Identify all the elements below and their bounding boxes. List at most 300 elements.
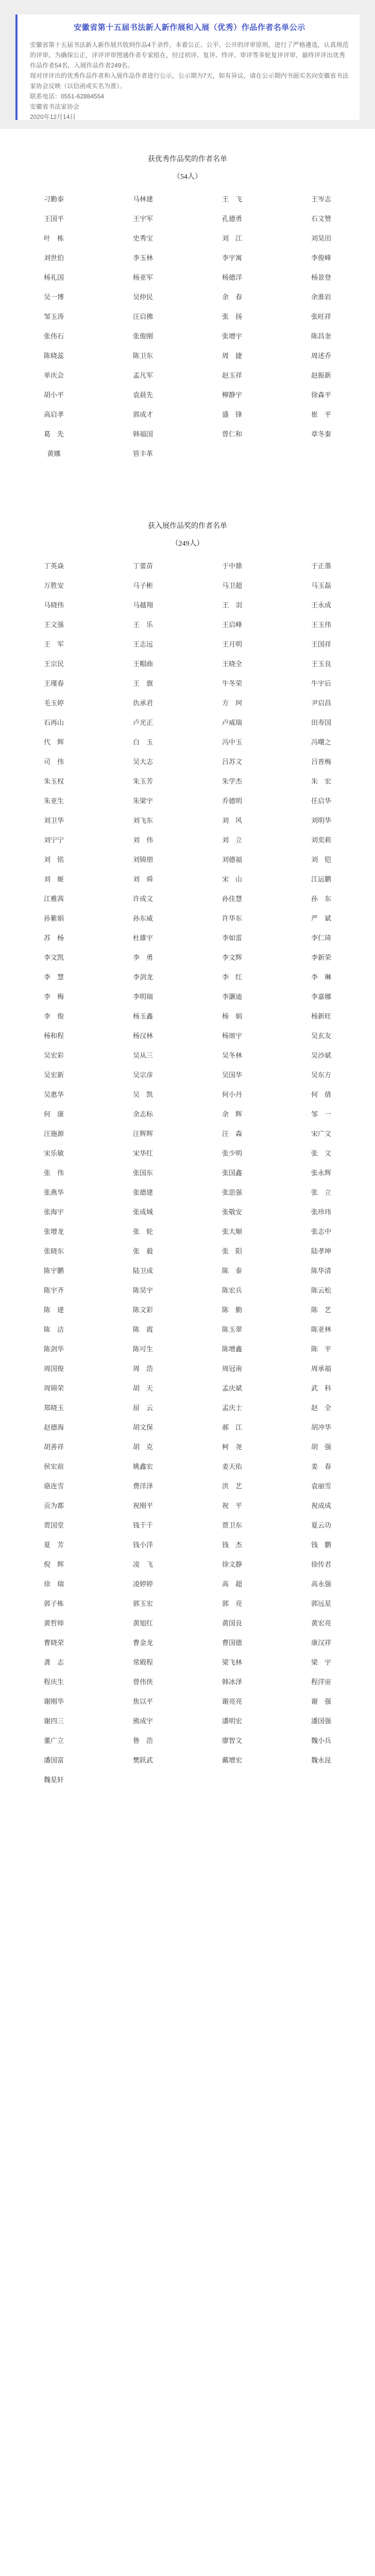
author-name: 钱小洋 xyxy=(132,1540,153,1549)
name-row xyxy=(9,365,366,384)
author-name: 王启峰 xyxy=(221,620,242,629)
author-name: 张俊刚 xyxy=(132,332,153,340)
author-name: 王宇军 xyxy=(132,214,153,223)
author-name: 屈 云 xyxy=(132,1403,153,1412)
author-name: 曹晓荣 xyxy=(43,1638,64,1647)
author-name: 刘卫华 xyxy=(43,816,64,824)
author-name: 姜天佑 xyxy=(221,1462,242,1470)
author-name: 胡 天 xyxy=(132,1384,153,1392)
name-row xyxy=(9,1730,366,1750)
notice-card xyxy=(15,14,360,120)
author-name: 张国鑫 xyxy=(221,1168,242,1177)
name-row xyxy=(9,1632,366,1652)
author-name: 吴玄友 xyxy=(311,1031,331,1040)
name-row xyxy=(9,1338,366,1358)
author-name: 马晓伟 xyxy=(43,601,64,609)
author-name: 刘 伟 xyxy=(132,836,153,844)
author-name: 王月明 xyxy=(221,640,242,648)
author-name: 余 辉 xyxy=(221,1110,242,1118)
author-name: 王瑾春 xyxy=(43,679,64,687)
author-name: 丁蕾苗 xyxy=(132,562,153,570)
name-row xyxy=(9,595,366,614)
name-row xyxy=(9,634,366,653)
author-name: 张 文 xyxy=(311,1149,331,1157)
name-row xyxy=(9,692,366,712)
name-row xyxy=(9,1241,366,1260)
author-name: 王帽曲 xyxy=(132,659,153,668)
name-row xyxy=(9,247,366,267)
notice-title: 安徽省第十五届书法新人新作展和入展（优秀）作品作者名单公示 xyxy=(74,23,305,32)
accepted-heading: 获入展作品奖的作者名单 xyxy=(148,522,227,530)
author-name: 袁晨先 xyxy=(132,391,153,399)
author-name: 王国祥 xyxy=(311,640,331,648)
author-name: 陈亚林 xyxy=(311,1325,331,1333)
author-name: 宋广文 xyxy=(311,1129,331,1138)
author-name: 李明瑞 xyxy=(132,992,153,1001)
name-row xyxy=(9,986,366,1006)
author-name: 曹国德 xyxy=(221,1638,242,1647)
author-name: 李 俊 xyxy=(43,1012,64,1020)
name-row xyxy=(9,1397,366,1417)
author-name: 方 珂 xyxy=(221,699,242,707)
author-name: 赵玉祥 xyxy=(221,371,242,379)
name-row xyxy=(9,614,366,634)
author-name: 张国东 xyxy=(132,1168,153,1177)
name-row xyxy=(9,1573,366,1593)
author-name: 陈宇鹏 xyxy=(43,1266,64,1275)
accepted-name-grid xyxy=(9,555,366,1789)
author-name: 钱千千 xyxy=(132,1521,153,1529)
name-row xyxy=(9,849,366,869)
author-name: 李 梅 xyxy=(43,992,64,1001)
author-name: 任启华 xyxy=(311,796,331,805)
author-name: 李嘉娜 xyxy=(311,992,331,1001)
author-name: 徐森平 xyxy=(311,391,331,399)
author-name: 朱亚生 xyxy=(43,796,64,805)
author-name: 卢威瑞 xyxy=(221,718,242,726)
name-row xyxy=(9,1064,366,1084)
author-name: 丁英焱 xyxy=(43,562,64,570)
author-name: 周国俊 xyxy=(43,1364,64,1372)
author-name: 魏星轩 xyxy=(43,1775,64,1784)
author-name: 江雅茜 xyxy=(43,894,64,903)
author-name: 袁丽雪 xyxy=(311,1482,331,1490)
author-name: 梁 宇 xyxy=(311,1658,331,1666)
author-name: 宋 山 xyxy=(221,875,242,883)
author-name: 朱 宏 xyxy=(311,777,331,785)
name-row xyxy=(9,1104,366,1123)
name-row xyxy=(9,306,366,326)
author-name: 李俊峰 xyxy=(311,253,331,262)
author-name: 韩冰泽 xyxy=(221,1677,242,1686)
author-name: 李 慧 xyxy=(43,973,64,981)
author-name: 张增宇 xyxy=(221,332,242,340)
author-name: 胡文保 xyxy=(132,1423,153,1431)
author-name: 刘宁宁 xyxy=(43,836,64,844)
author-name: 李剑龙 xyxy=(132,973,153,981)
author-name: 孟凡军 xyxy=(132,371,153,379)
author-name: 刘 立 xyxy=(221,836,242,844)
author-name: 高启孝 xyxy=(43,410,64,418)
author-name: 钱 鹏 xyxy=(311,1540,331,1549)
author-name: 郝 江 xyxy=(221,1423,242,1431)
author-name: 胡善祥 xyxy=(43,1443,64,1451)
author-name: 程庆生 xyxy=(43,1677,64,1686)
author-name: 杨颂宇 xyxy=(221,1031,242,1040)
author-name: 姚鑫宏 xyxy=(132,1462,153,1470)
author-name: 张少明 xyxy=(221,1149,242,1157)
author-name: 石再山 xyxy=(43,718,64,726)
author-name: 李新荣 xyxy=(311,953,331,961)
author-name: 郭远星 xyxy=(311,1599,331,1607)
name-row xyxy=(9,1417,366,1436)
name-row xyxy=(9,286,366,306)
author-name: 陈 勤 xyxy=(221,1306,242,1314)
author-name: 曾伟侠 xyxy=(132,1677,153,1686)
author-name: 康汉祥 xyxy=(311,1638,331,1647)
author-name: 黄哲师 xyxy=(43,1619,64,1627)
name-row xyxy=(9,555,366,575)
author-name: 王 军 xyxy=(43,640,64,648)
author-name: 倪 辉 xyxy=(43,1560,64,1568)
author-name: 乔德明 xyxy=(221,796,242,805)
name-row xyxy=(9,443,366,463)
author-name: 黄娜 xyxy=(47,449,61,457)
author-name: 凌 飞 xyxy=(132,1560,153,1568)
author-name: 仇承君 xyxy=(132,699,153,707)
name-row xyxy=(9,712,366,732)
author-name: 鲁 浩 xyxy=(132,1736,153,1744)
author-name: 焦以平 xyxy=(132,1697,153,1705)
name-row xyxy=(9,404,366,423)
name-row xyxy=(9,1045,366,1064)
author-name: 何 倩 xyxy=(311,1090,331,1098)
name-row xyxy=(9,1221,366,1241)
author-name: 王玉良 xyxy=(311,659,331,668)
author-name: 廖智文 xyxy=(221,1736,242,1744)
author-name: 冯曙之 xyxy=(311,738,331,746)
author-name: 尹启昌 xyxy=(311,699,331,707)
author-name: 陈 建 xyxy=(43,1306,64,1314)
name-row xyxy=(9,1123,366,1143)
author-name: 吕晋梅 xyxy=(311,757,331,766)
name-row xyxy=(9,1162,366,1182)
author-name: 叶 栋 xyxy=(43,234,64,242)
author-name: 陈 艺 xyxy=(311,1306,331,1314)
name-row xyxy=(9,1358,366,1378)
author-name: 王宗民 xyxy=(43,659,64,668)
name-row xyxy=(9,1554,366,1573)
author-name: 郑晓玉 xyxy=(43,1403,64,1412)
author-name: 许华东 xyxy=(221,914,242,922)
author-name: 陆卫成 xyxy=(132,1266,153,1275)
author-name: 孙紫娟 xyxy=(43,914,64,922)
name-row xyxy=(9,810,366,829)
author-name: 吕苏文 xyxy=(221,757,242,766)
author-name: 吴宗彦 xyxy=(132,1071,153,1079)
author-name: 柯 尧 xyxy=(221,1443,242,1451)
author-name: 张 伟 xyxy=(43,1168,64,1177)
name-row xyxy=(9,1750,366,1769)
name-row xyxy=(9,326,366,345)
author-name: 陈宇齐 xyxy=(43,1286,64,1294)
notice-body xyxy=(30,40,349,122)
author-name: 吴仲民 xyxy=(132,293,153,301)
author-name: 吴大志 xyxy=(132,757,153,766)
author-name: 吴宏新 xyxy=(43,1071,64,1079)
author-name: 刘德福 xyxy=(221,855,242,863)
author-name: 周冠南 xyxy=(221,1364,242,1372)
author-name: 刁勤泰 xyxy=(43,195,64,203)
author-name: 邹玉涛 xyxy=(43,312,64,320)
author-name: 白 玉 xyxy=(132,738,153,746)
author-name: 潘国富 xyxy=(43,1756,64,1764)
author-name: 王玉伟 xyxy=(311,620,331,629)
author-name: 吴冬林 xyxy=(221,1051,242,1059)
excellent-name-grid xyxy=(9,189,366,463)
author-name: 吴东方 xyxy=(311,1071,331,1079)
author-name: 杨汉林 xyxy=(132,1031,153,1040)
name-row xyxy=(9,1201,366,1221)
name-row xyxy=(9,228,366,247)
author-name: 谢四三 xyxy=(43,1717,64,1725)
name-row xyxy=(9,1769,366,1789)
author-name: 吴沙斌 xyxy=(311,1051,331,1059)
name-row xyxy=(9,345,366,365)
author-name: 陈 霞 xyxy=(132,1325,153,1333)
author-name: 苏 杨 xyxy=(43,934,64,942)
author-name: 祝成成 xyxy=(311,1501,331,1510)
name-row xyxy=(9,575,366,595)
author-name: 曾仁和 xyxy=(221,430,242,438)
author-name: 代 辉 xyxy=(43,738,64,746)
name-row xyxy=(9,1652,366,1671)
author-name: 陈宏兵 xyxy=(221,1286,242,1294)
name-row xyxy=(9,1710,366,1730)
author-name: 龚 志 xyxy=(43,1658,64,1666)
author-name: 马卫超 xyxy=(221,581,242,589)
notice-paragraph: 安徽省书法家协会 xyxy=(30,103,80,110)
name-row xyxy=(9,1671,366,1691)
author-name: 司 伟 xyxy=(43,757,64,766)
author-name: 江运鹏 xyxy=(311,875,331,883)
author-name: 程洋宙 xyxy=(311,1677,331,1686)
author-name: 张 轮 xyxy=(132,1227,153,1235)
author-name: 刘 姬 xyxy=(43,875,64,883)
author-name: 朱梁宇 xyxy=(132,796,153,805)
author-name: 刘世伯 xyxy=(43,253,64,262)
author-name: 熊成宇 xyxy=(132,1717,153,1725)
author-name: 于正墨 xyxy=(311,562,331,570)
author-name: 杜雄宇 xyxy=(132,934,153,942)
author-name: 单庆会 xyxy=(43,371,64,379)
author-name: 陈剑华 xyxy=(43,1345,64,1353)
author-name: 孔德勇 xyxy=(221,214,242,223)
name-row xyxy=(9,927,366,947)
author-name: 陈可生 xyxy=(132,1345,153,1353)
author-name: 孟庆士 xyxy=(221,1403,242,1412)
name-row xyxy=(9,771,366,790)
author-name: 陈云松 xyxy=(311,1286,331,1294)
name-row xyxy=(9,1319,366,1338)
author-name: 刘昊田 xyxy=(311,234,331,242)
name-row xyxy=(9,1025,366,1045)
author-name: 潘国强 xyxy=(311,1717,331,1725)
author-name: 张成城 xyxy=(132,1208,153,1216)
author-name: 严 斌 xyxy=(311,914,331,922)
author-name: 石文赞 xyxy=(311,214,331,223)
accepted-heading-block xyxy=(0,520,375,548)
author-name: 刘锦朋 xyxy=(132,855,153,863)
author-name: 梁飞林 xyxy=(221,1658,242,1666)
name-row xyxy=(9,1299,366,1319)
author-name: 杨亚军 xyxy=(132,273,153,281)
author-name: 盛 锋 xyxy=(221,410,242,418)
author-name: 马越翔 xyxy=(132,601,153,609)
author-name: 周承福 xyxy=(311,1364,331,1372)
name-row xyxy=(9,1495,366,1515)
author-name: 余志标 xyxy=(132,1110,153,1118)
name-row xyxy=(9,947,366,967)
author-name: 胡冲华 xyxy=(311,1423,331,1431)
author-name: 陈 泰 xyxy=(221,1266,242,1275)
author-name: 赵振新 xyxy=(311,371,331,379)
author-name: 管丰革 xyxy=(132,449,153,457)
name-row xyxy=(9,673,366,692)
author-name: 谢 强 xyxy=(311,1697,331,1705)
author-name: 李 红 xyxy=(221,973,242,981)
author-name: 张 阳 xyxy=(221,1247,242,1255)
name-row xyxy=(9,1378,366,1397)
author-name: 刘明华 xyxy=(311,816,331,824)
author-name: 王志远 xyxy=(132,640,153,648)
author-name: 李 勇 xyxy=(132,953,153,961)
author-name: 张志中 xyxy=(311,1227,331,1235)
author-name: 周 浩 xyxy=(132,1364,153,1372)
author-name: 李如雷 xyxy=(221,934,242,942)
author-name: 万胜安 xyxy=(43,581,64,589)
author-name: 孟庆斌 xyxy=(221,1384,242,1392)
author-name: 吴一博 xyxy=(43,293,64,301)
author-name: 李仁琦 xyxy=(311,934,331,942)
author-name: 贾卫东 xyxy=(221,1521,242,1529)
name-row xyxy=(9,888,366,908)
name-row xyxy=(9,208,366,228)
author-name: 刘 风 xyxy=(221,816,242,824)
name-row xyxy=(9,732,366,751)
author-name: 朱玉芳 xyxy=(132,777,153,785)
author-name: 王岑志 xyxy=(311,195,331,203)
author-name: 魏小兵 xyxy=(311,1736,331,1744)
author-name: 贡为都 xyxy=(43,1501,64,1510)
author-name: 樊跃武 xyxy=(132,1756,153,1764)
author-name: 于中鼎 xyxy=(221,562,242,570)
name-row xyxy=(9,1593,366,1613)
author-name: 柳静宇 xyxy=(221,391,242,399)
author-name: 陈 平 xyxy=(311,1345,331,1353)
name-row xyxy=(9,869,366,888)
author-name: 牛宇后 xyxy=(311,679,331,687)
author-name: 田寿国 xyxy=(311,718,331,726)
author-name: 何小丹 xyxy=(221,1090,242,1098)
author-name: 魏永昆 xyxy=(311,1756,331,1764)
name-row xyxy=(9,1515,366,1534)
author-name: 陈文彩 xyxy=(132,1306,153,1314)
name-row xyxy=(9,1280,366,1299)
author-name: 刘飞东 xyxy=(132,816,153,824)
author-name: 武 科 xyxy=(311,1384,331,1392)
author-name: 卢光正 xyxy=(132,718,153,726)
author-name: 李玉林 xyxy=(132,253,153,262)
author-name: 陈 洁 xyxy=(43,1325,64,1333)
name-row xyxy=(9,1691,366,1710)
author-name: 夏云功 xyxy=(311,1521,331,1529)
author-name: 毛玉婷 xyxy=(43,699,64,707)
excellent-count: （54人） xyxy=(173,173,202,181)
author-name: 黄国良 xyxy=(221,1619,242,1627)
author-name: 王晓全 xyxy=(221,659,242,668)
author-name: 杨和程 xyxy=(43,1031,64,1040)
author-name: 张晓东 xyxy=(43,1247,64,1255)
author-name: 张增龙 xyxy=(43,1227,64,1235)
author-name: 杨新旺 xyxy=(311,1012,331,1020)
author-name: 曹金龙 xyxy=(132,1638,153,1647)
author-name: 费洋泽 xyxy=(132,1482,153,1490)
name-row xyxy=(9,1182,366,1201)
author-name: 李宇寓 xyxy=(221,253,242,262)
author-name: 马玉磊 xyxy=(311,581,331,589)
author-name: 杨 娟 xyxy=(221,1012,242,1020)
author-name: 邹 一 xyxy=(311,1110,331,1118)
author-name: 常殿程 xyxy=(132,1658,153,1666)
author-name: 王 飞 xyxy=(221,195,242,203)
author-name: 史秀宝 xyxy=(132,234,153,242)
author-name: 汪启佛 xyxy=(132,312,153,320)
author-name: 凌婷婷 xyxy=(132,1580,153,1588)
author-name: 何 康 xyxy=(43,1110,64,1118)
author-name: 宋乐敏 xyxy=(43,1149,64,1157)
author-name: 王国平 xyxy=(43,214,64,223)
author-name: 徐传君 xyxy=(311,1560,331,1568)
excellent-heading: 获优秀作品奖的作者名单 xyxy=(148,156,227,163)
author-name: 冯中玉 xyxy=(221,738,242,746)
author-name: 章冬秦 xyxy=(311,430,331,438)
accepted-count: （249人） xyxy=(171,540,204,548)
author-name: 孙东威 xyxy=(132,914,153,922)
author-name: 汪辉辉 xyxy=(132,1129,153,1138)
author-name: 董广立 xyxy=(43,1736,64,1744)
name-row xyxy=(9,908,366,927)
author-name: 张永辉 xyxy=(311,1168,331,1177)
author-name: 戴增宏 xyxy=(221,1756,242,1764)
name-row xyxy=(9,189,366,208)
author-name: 杨德洋 xyxy=(221,273,242,281)
name-row xyxy=(9,423,366,443)
author-name: 汪 森 xyxy=(221,1129,242,1138)
author-name: 吴惠华 xyxy=(43,1090,64,1098)
author-name: 郭玉宏 xyxy=(132,1599,153,1607)
author-name: 潘明宏 xyxy=(221,1717,242,1725)
author-name: 许成文 xyxy=(132,894,153,903)
name-row xyxy=(9,1613,366,1632)
author-name: 王 乐 xyxy=(132,620,153,629)
name-row xyxy=(9,1476,366,1495)
author-name: 张大顺 xyxy=(221,1227,242,1235)
author-name: 祝刚平 xyxy=(132,1501,153,1510)
author-name: 胡 强 xyxy=(311,1443,331,1451)
author-name: 郭子栋 xyxy=(43,1599,64,1607)
name-row xyxy=(9,1143,366,1162)
